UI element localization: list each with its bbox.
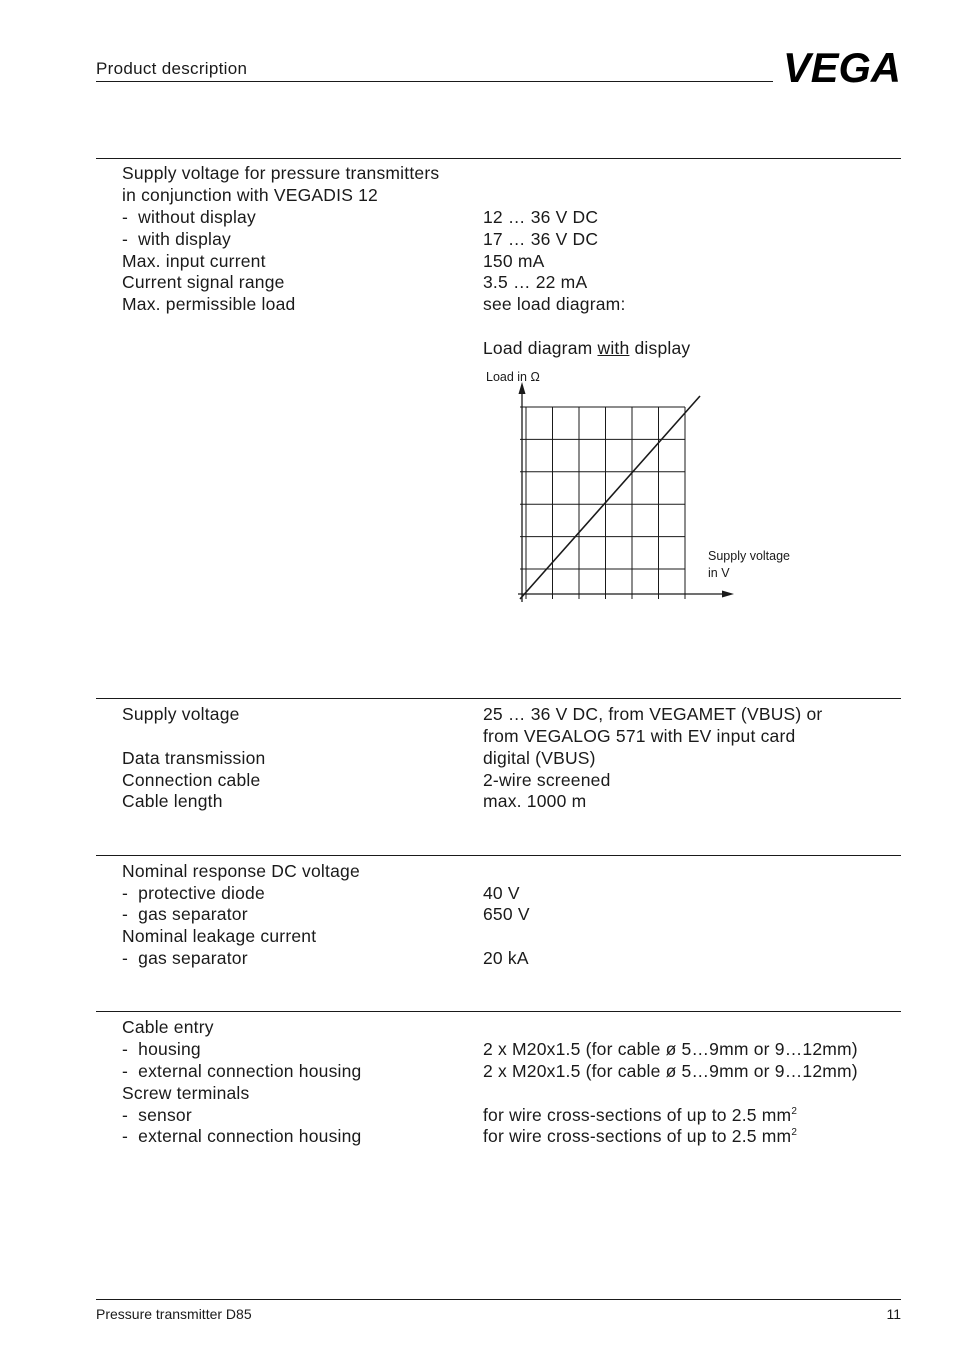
x-axis-label-unit: in V (708, 566, 730, 580)
spec-label: Screw terminals (122, 1083, 250, 1103)
spec-label: - gas separator (122, 948, 248, 968)
caption-suffix: display (629, 338, 691, 358)
spec-value (483, 1104, 797, 1126)
header-rule (96, 81, 773, 82)
spec-label: Connection cable (122, 770, 261, 790)
spec-label: in conjunction with VEGADIS 12 (122, 185, 378, 205)
spec-label: - external connection housing (122, 1126, 362, 1146)
spec-value (483, 1125, 797, 1147)
y-axis-label: Load in Ω (486, 370, 540, 384)
spec-label: Max. permissible load (122, 294, 296, 314)
spec-label: - housing (122, 1039, 201, 1059)
spec-label: Current signal range (122, 272, 285, 292)
spec-value: max. 1000 m (483, 791, 587, 811)
footer-rule (96, 1299, 901, 1300)
spec-label: - protective diode (122, 883, 265, 903)
spec-value: digital (VBUS) (483, 748, 596, 768)
load-diagram-caption (483, 337, 690, 359)
spec-label: - without display (122, 207, 256, 227)
x-axis-label: Supply voltage (708, 549, 791, 563)
spec-value-text: for wire cross-sections of up to 2.5 mm (483, 1126, 792, 1146)
caption-underlined: with (597, 338, 630, 358)
caption-prefix: Load diagram (483, 338, 598, 358)
spec-value: from VEGALOG 571 with EV input card (483, 726, 796, 746)
spec-value: 150 mA (483, 251, 545, 271)
spec-value: 3.5 … 22 mA (483, 272, 588, 292)
spec-label: Nominal response DC voltage (122, 861, 360, 881)
spec-value: 650 V (483, 904, 530, 924)
page-number: 11 (886, 1306, 901, 1322)
load-diagram (480, 362, 810, 612)
superscript: 2 (791, 1127, 798, 1139)
spec-value: 25 … 36 V DC, from VEGAMET (VBUS) or (483, 704, 823, 724)
spec-value: 2-wire screened (483, 770, 611, 790)
footer-document-title: Pressure transmitter D85 (96, 1306, 252, 1322)
vega-logo-text: VEGA (783, 46, 901, 86)
spec-label: Supply voltage (122, 704, 240, 724)
spec-value: see load diagram: (483, 294, 626, 314)
section-rule (96, 855, 901, 856)
page-header-title: Product description (96, 59, 248, 78)
spec-label: Cable entry (122, 1017, 214, 1037)
spec-value: 17 … 36 V DC (483, 229, 599, 249)
spec-label: Max. input current (122, 251, 266, 271)
spec-value: 12 … 36 V DC (483, 207, 599, 227)
spec-value: 40 V (483, 883, 520, 903)
spec-label: - gas separator (122, 904, 248, 924)
spec-label: Supply voltage for pressure transmitters (122, 163, 440, 183)
spec-value: 20 kA (483, 948, 529, 968)
spec-label: - with display (122, 229, 232, 249)
spec-value: 2 x M20x1.5 (for cable ø 5…9mm or 9…12mm) (483, 1061, 858, 1081)
spec-label: Data transmission (122, 748, 266, 768)
vega-logo (783, 46, 901, 86)
section-rule (96, 1011, 901, 1012)
spec-label: - sensor (122, 1105, 192, 1125)
section-rule (96, 158, 901, 159)
spec-value-text: for wire cross-sections of up to 2.5 mm (483, 1105, 792, 1125)
spec-label: Cable length (122, 791, 223, 811)
section-rule (96, 698, 901, 699)
spec-value: 2 x M20x1.5 (for cable ø 5…9mm or 9…12mm) (483, 1039, 858, 1059)
x-axis-arrow (722, 591, 734, 598)
superscript: 2 (791, 1106, 798, 1118)
spec-label: Nominal leakage current (122, 926, 317, 946)
spec-label: - external connection housing (122, 1061, 362, 1081)
